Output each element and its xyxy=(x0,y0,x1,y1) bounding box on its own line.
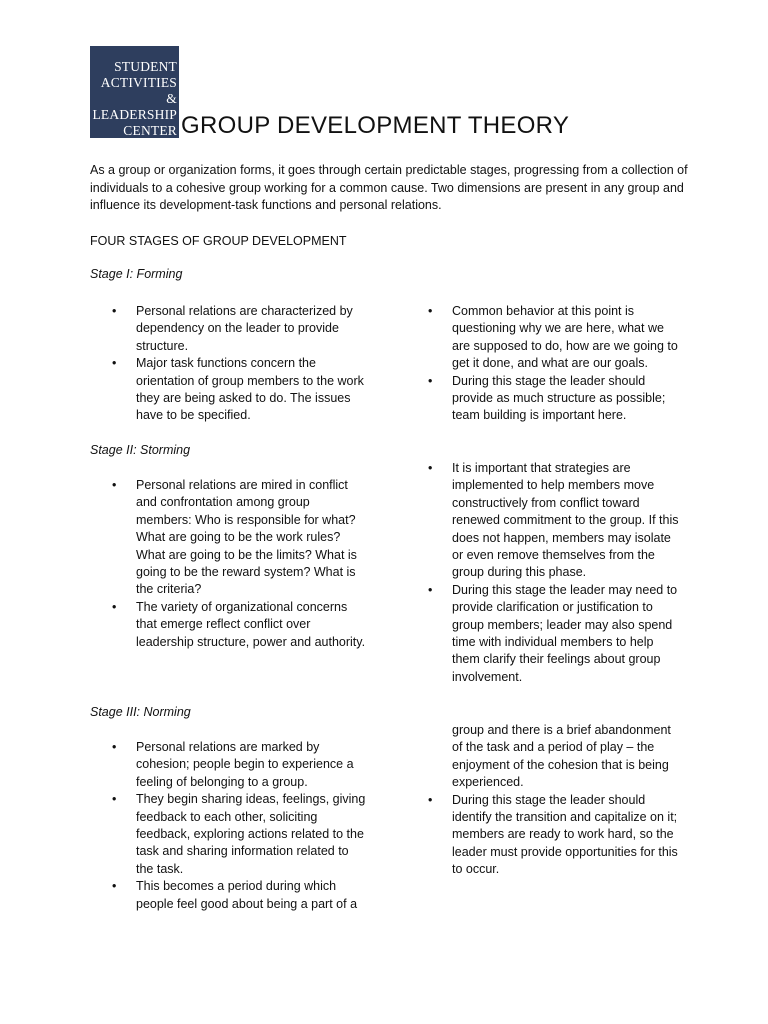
list-item: • Common behavior at this point is questioning why we are here, what we are supposed to do, how are we going to get it done, and what are our goals. xyxy=(452,303,684,373)
list-item-continued: group and there is a brief abandonment of the task and a period of play – the enjoyment of the cohesion that is being experienced. xyxy=(452,723,671,790)
list-item: • Personal relations are characterized by dependency on the leader to provide structure. xyxy=(136,303,368,355)
sal-center-logo xyxy=(90,46,179,138)
storming-right-list xyxy=(452,460,684,686)
list-item: • Personal relations are mired in conflict and confrontation among group members: Who is responsible for what? What are going to be the work rules? What are going to be the limits? What is going to be the reward system? What is the criteria? xyxy=(136,477,368,599)
intro-paragraph: As a group or organization forms, it goes through certain predictable stages, progressing from a collection of individuals to a cohesive group working for a common cause. Two dimensions are present in any group and influence its development-task functions and personal relations. xyxy=(90,163,688,212)
stage-heading-norming: Stage III: Norming xyxy=(90,705,191,719)
list-item: • It is important that strategies are implemented to help members move constructively from conflict toward renewed commitment to the group. If this does not happen, members may isolate or even remove themselves from the group during this phase. xyxy=(452,460,684,582)
list-item: • During this stage the leader should identify the transition and capitalize on it; members are ready to work hard, so the leader must provide opportunities for this to occur. xyxy=(452,792,684,879)
list-item: • During this stage the leader should provide as much structure as possible; team building is important here. xyxy=(452,373,684,425)
list-item: • They begin sharing ideas, feelings, giving feedback to each other, soliciting feedback, exploring actions related to the task and sharing information related to the task. xyxy=(136,791,368,878)
norming-left-list xyxy=(136,739,368,913)
list-item: • The variety of organizational concerns that emerge reflect conflict over leadership structure, power and authority. xyxy=(136,599,368,651)
forming-right-list xyxy=(452,303,684,425)
stage-heading-forming: Stage I: Forming xyxy=(90,267,183,281)
logo-line: LEADERSHIP xyxy=(92,107,177,122)
storming-left-list xyxy=(136,477,368,651)
forming-left-list xyxy=(136,303,368,425)
list-item: • This becomes a period during which people feel good about being a part of a xyxy=(136,878,368,913)
section-subhead: FOUR STAGES OF GROUP DEVELOPMENT xyxy=(90,234,347,248)
logo-line: CENTER xyxy=(123,123,177,138)
logo-line: ACTIVITIES & xyxy=(100,75,177,106)
logo-line: STUDENT xyxy=(114,59,177,74)
norming-right-list xyxy=(452,722,684,879)
list-item: • Personal relations are marked by cohesion; people begin to experience a feeling of belonging to a group. xyxy=(136,739,368,791)
list-item: • Major task functions concern the orientation of group members to the work they are being asked to do. The issues have to be specified. xyxy=(136,355,368,425)
list-item: • During this stage the leader may need to provide clarification or justification to group members; leader may also spend time with individual members to help them clarify their feelings about group involvement. xyxy=(452,582,684,686)
stage-heading-storming: Stage II: Storming xyxy=(90,443,191,457)
document-title: GROUP DEVELOPMENT THEORY xyxy=(181,112,570,139)
